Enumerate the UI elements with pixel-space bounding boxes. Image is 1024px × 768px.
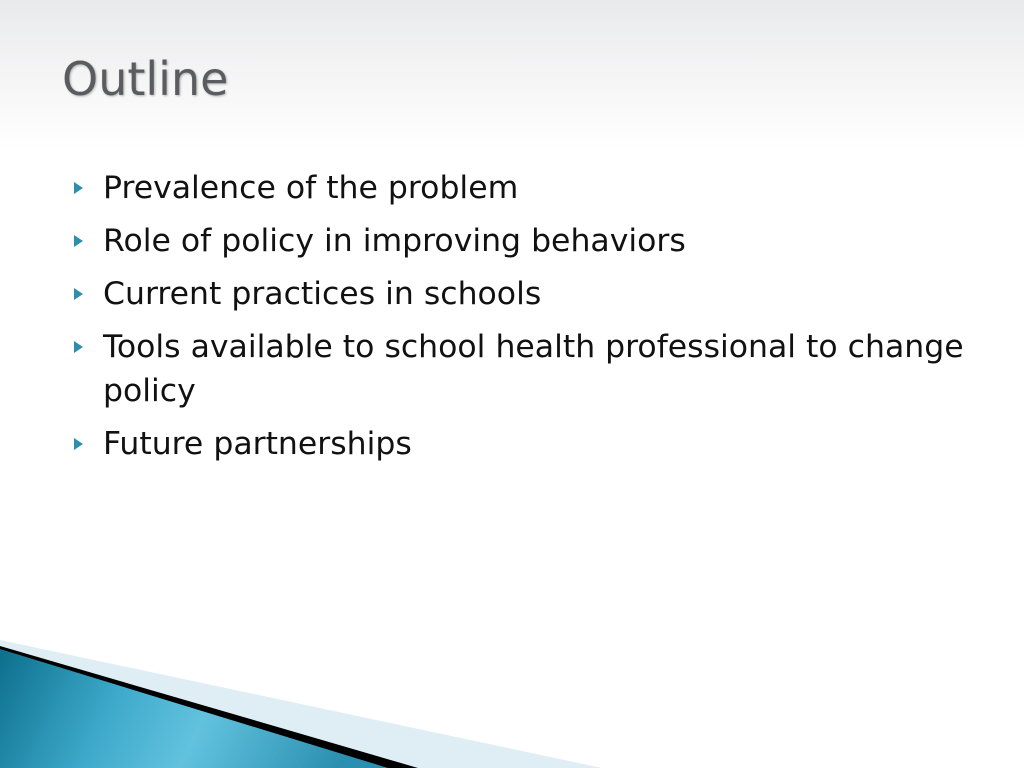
bullet-item-tools-available <box>74 325 974 413</box>
bullet-text: Role of policy in improving behaviors <box>103 223 686 259</box>
bullet-item-future-partnerships <box>74 422 974 466</box>
slide-title: Outline <box>62 52 229 106</box>
triangle-right-bullet-icon <box>74 235 83 247</box>
bullet-text: Current practices in schools <box>103 276 542 312</box>
bullet-list <box>74 166 974 475</box>
triangle-right-bullet-icon <box>74 341 83 353</box>
bullet-item-role-of-policy <box>74 219 974 263</box>
triangle-right-bullet-icon <box>74 438 83 450</box>
triangle-right-bullet-icon <box>74 288 83 300</box>
bullet-text: Prevalence of the problem <box>103 170 519 206</box>
bullet-text: Future partnerships <box>103 426 412 462</box>
bullet-text: Tools available to school health professional to change policy <box>103 329 964 409</box>
triangle-right-bullet-icon <box>74 182 83 194</box>
bullet-item-current-practices <box>74 272 974 316</box>
bullet-item-prevalence <box>74 166 974 210</box>
